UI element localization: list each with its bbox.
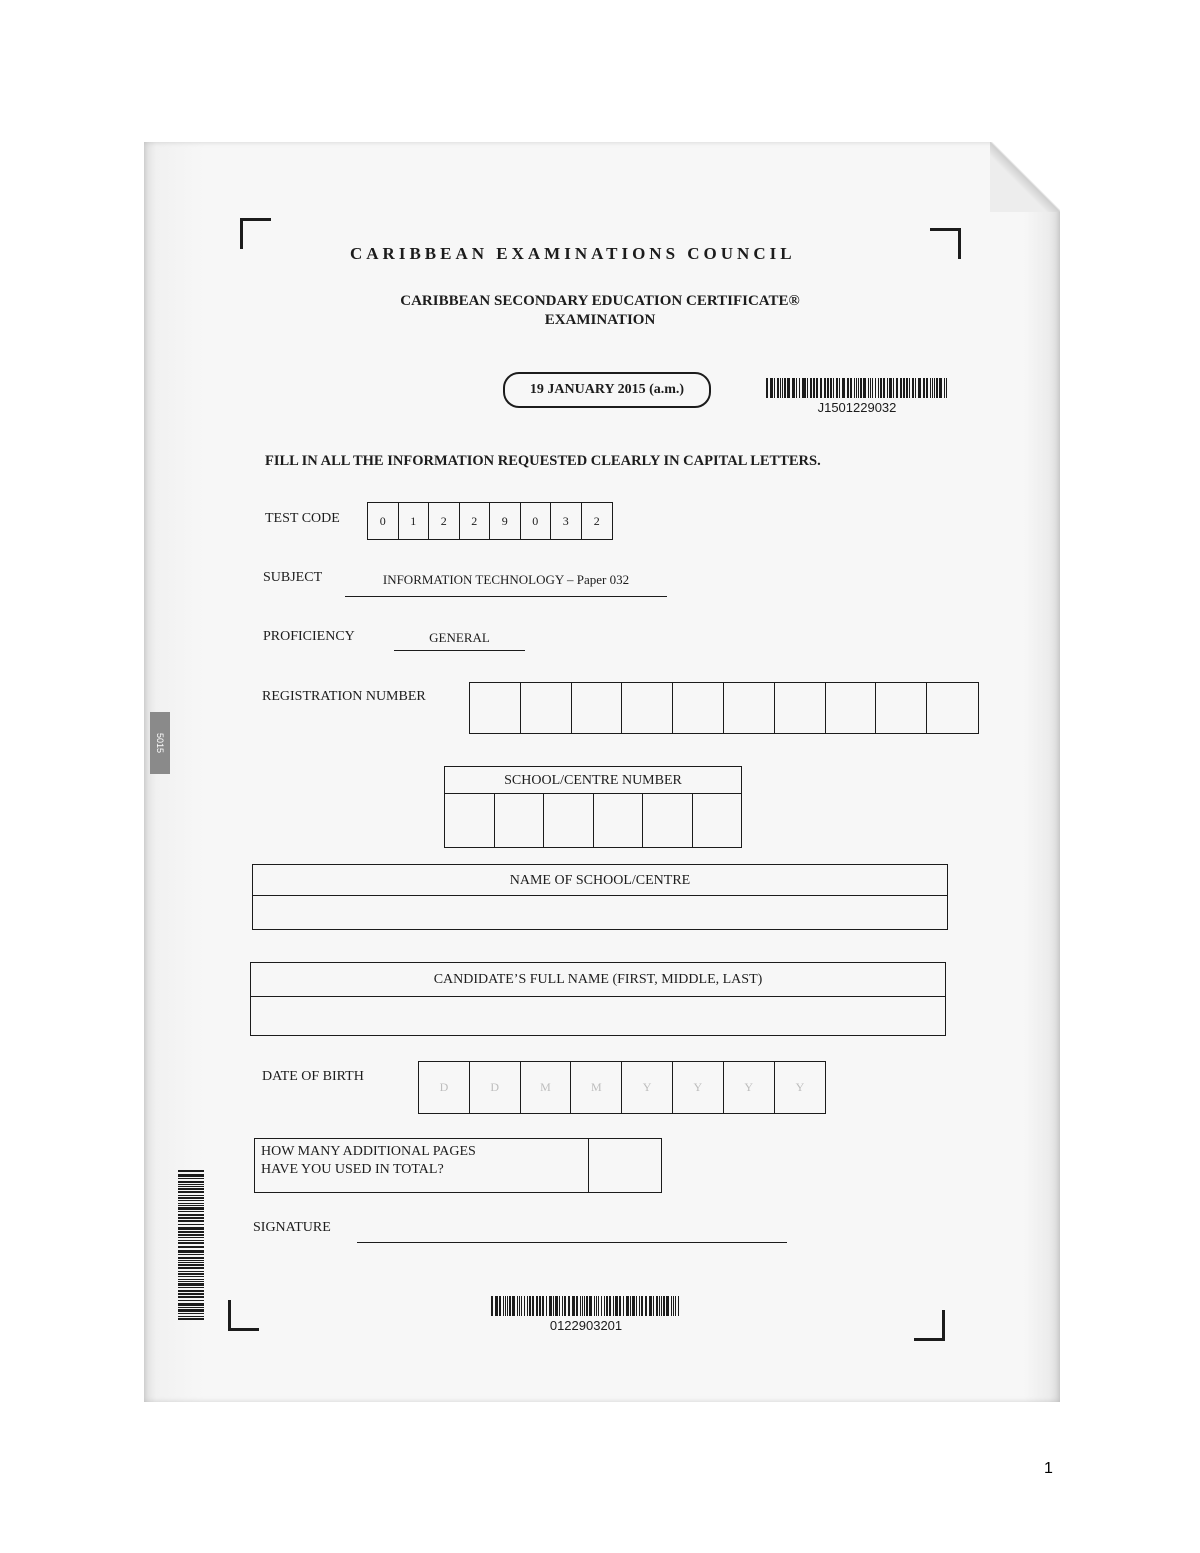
barcode-bar — [626, 1296, 628, 1316]
barcode-bar — [636, 1296, 637, 1316]
barcode-bar — [178, 1254, 204, 1256]
barcode-bar — [787, 378, 789, 398]
barcode-bar — [836, 378, 838, 398]
barcode-bar — [178, 1267, 204, 1269]
barcode-bar — [178, 1307, 204, 1309]
barcode-bar — [178, 1191, 204, 1193]
barcode-bar — [503, 1296, 505, 1316]
barcode-bar — [887, 378, 889, 398]
barcode-bar — [572, 1296, 574, 1316]
barcode-bar — [930, 378, 932, 398]
barcode-bar — [499, 1296, 501, 1316]
barcode-bar — [671, 1296, 672, 1316]
barcode-bar — [505, 1296, 506, 1316]
barcode-bar — [509, 1296, 511, 1316]
barcode-bar — [178, 1231, 204, 1233]
barcode-bar — [178, 1203, 204, 1204]
barcode-bar — [944, 378, 945, 398]
barcode-bar — [906, 378, 908, 398]
registration-cell[interactable] — [521, 683, 572, 733]
date-of-birth-cell[interactable]: D — [470, 1062, 521, 1113]
barcode-bar — [630, 1296, 632, 1316]
barcode-bar — [553, 1296, 555, 1316]
barcode-bar — [512, 1296, 514, 1316]
date-of-birth-cell[interactable]: Y — [724, 1062, 775, 1113]
barcode-bar — [903, 378, 905, 398]
barcode-bar — [178, 1287, 204, 1289]
barcode-bar — [178, 1264, 204, 1266]
barcode-bar — [178, 1211, 204, 1213]
barcode-bar — [178, 1214, 204, 1216]
barcode-bar — [912, 378, 914, 398]
barcode-bar — [619, 1296, 621, 1316]
barcode-bar — [517, 1296, 518, 1316]
additional-pages-input[interactable] — [589, 1139, 661, 1192]
additional-pages-question — [255, 1139, 589, 1192]
barcode-bar — [546, 1296, 548, 1316]
barcode-bar — [615, 1296, 617, 1316]
folded-corner — [990, 142, 1060, 212]
barcode-bar — [666, 1296, 668, 1316]
barcode-bar — [601, 1296, 602, 1316]
barcode-bar — [178, 1279, 204, 1280]
barcode-bar — [856, 378, 857, 398]
barcode-bar — [542, 1296, 544, 1316]
barcode-bar — [813, 378, 815, 398]
barcode-bar — [555, 1296, 557, 1316]
barcode-bar — [582, 1296, 583, 1316]
barcode-bar — [880, 378, 882, 398]
barcode-bar — [803, 378, 805, 398]
barcode-bar — [939, 378, 941, 398]
date-of-birth-grid — [418, 1061, 826, 1114]
barcode-bar — [178, 1242, 204, 1244]
school-centre-number-cell[interactable] — [643, 794, 693, 848]
barcode-bar — [178, 1250, 204, 1252]
barcode-bar — [178, 1184, 204, 1185]
registration-cell[interactable] — [572, 683, 623, 733]
barcode-bar — [645, 1296, 647, 1316]
registration-cell[interactable] — [724, 683, 775, 733]
barcode-bar — [178, 1217, 204, 1219]
barcode-bar — [766, 378, 768, 398]
test-code-cell[interactable]: 2 — [593, 513, 600, 528]
barcode-bar — [653, 1296, 655, 1316]
barcode-bar — [609, 1296, 611, 1316]
registration-mark-top-right — [930, 228, 961, 259]
barcode-bar — [889, 378, 891, 398]
registration-cell[interactable] — [876, 683, 927, 733]
council-title: CARIBBEAN EXAMINATIONS COUNCIL — [350, 244, 796, 263]
barcode-bar — [932, 378, 933, 398]
barcode-bar — [900, 378, 902, 398]
barcode-bar — [521, 1296, 522, 1316]
barcode-bar — [178, 1296, 204, 1298]
barcode-bar — [926, 378, 928, 398]
barcode-bar — [178, 1207, 204, 1209]
barcode-bar — [584, 1296, 585, 1316]
barcode-bar — [178, 1227, 204, 1229]
barcode-bar — [178, 1290, 204, 1292]
school-name-box — [252, 864, 948, 930]
side-tab-text: 5015 — [155, 732, 165, 754]
registration-number-grid — [469, 682, 979, 734]
barcode-bar — [802, 378, 803, 398]
barcode-bar — [178, 1260, 204, 1261]
barcode-bar — [178, 1224, 204, 1226]
barcode-bar — [178, 1313, 204, 1314]
barcode-bottom-bars — [491, 1296, 681, 1316]
test-code-cell[interactable]: 2 — [429, 503, 460, 539]
barcode-bar — [659, 1296, 660, 1316]
barcode-bar — [580, 1296, 582, 1316]
barcode-bar — [536, 1296, 538, 1316]
registration-cell[interactable] — [775, 683, 826, 733]
barcode-bar — [839, 378, 841, 398]
barcode-bar — [178, 1283, 204, 1285]
signature-label: SIGNATURE — [253, 1220, 331, 1235]
barcode-bar — [827, 378, 829, 398]
barcode-bar — [793, 378, 795, 398]
barcode-bar — [860, 378, 862, 398]
registration-cell[interactable] — [927, 683, 978, 733]
barcode-bar — [568, 1296, 570, 1316]
subject-field[interactable]: INFORMATION TECHNOLOGY – Paper 032 — [345, 572, 667, 597]
additional-pages-line-1: HOW MANY ADDITIONAL PAGES — [261, 1144, 476, 1159]
test-code-cell[interactable]: 1 — [399, 503, 430, 539]
barcode-bar — [796, 378, 797, 398]
barcode-bar — [893, 378, 895, 398]
barcode-bar — [178, 1220, 204, 1222]
barcode-bar — [589, 1296, 591, 1316]
additional-pages-box — [254, 1138, 662, 1193]
certificate-line-1: CARIBBEAN SECONDARY EDUCATION CERTIFICATE® — [400, 293, 800, 309]
barcode-bar — [923, 378, 925, 398]
barcode-bar — [799, 378, 800, 398]
date-of-birth-cell[interactable]: Y — [673, 1062, 724, 1113]
barcode-bar — [792, 378, 793, 398]
barcode-bar — [934, 378, 935, 398]
candidate-name-input[interactable] — [251, 997, 945, 1035]
barcode-bar — [596, 1296, 598, 1316]
barcode-bar — [777, 378, 779, 398]
barcode-bottom-number: 0122903201 — [549, 1318, 623, 1333]
barcode-bar — [549, 1296, 551, 1316]
barcode-bar — [878, 378, 879, 398]
school-centre-number-cell[interactable] — [445, 794, 495, 848]
barcode-bar — [870, 378, 872, 398]
date-of-birth-cell[interactable]: D — [419, 1062, 470, 1113]
test-code-label: TEST CODE — [265, 511, 340, 526]
signature-line[interactable] — [357, 1242, 787, 1243]
proficiency-label: PROFICIENCY — [263, 629, 355, 644]
barcode-bar — [613, 1296, 615, 1316]
barcode-bar — [178, 1293, 204, 1295]
proficiency-field[interactable]: GENERAL — [394, 630, 525, 651]
barcode-bar — [639, 1296, 641, 1316]
test-code-cell[interactable]: 3 — [551, 503, 582, 539]
date-of-birth-cell[interactable]: M — [521, 1062, 572, 1113]
barcode-bar — [774, 378, 776, 398]
barcode-bar — [623, 1296, 625, 1316]
barcode-bar — [529, 1296, 531, 1316]
date-of-birth-cell[interactable]: Y — [622, 1062, 673, 1113]
barcode-bar — [807, 378, 809, 398]
school-name-input[interactable] — [253, 896, 947, 928]
barcode-bar — [824, 378, 826, 398]
barcode-bar — [524, 1296, 525, 1316]
barcode-bar — [178, 1174, 204, 1176]
barcode-bar — [850, 378, 852, 398]
registration-mark-top-left — [240, 218, 271, 249]
barcode-bar — [675, 1296, 676, 1316]
barcode-bar — [178, 1240, 204, 1242]
candidate-name-box — [250, 962, 946, 1036]
barcode-bar — [858, 378, 859, 398]
date-of-birth-cell[interactable]: M — [571, 1062, 622, 1113]
barcode-bar — [830, 378, 832, 398]
barcode-bar — [594, 1296, 595, 1316]
side-tab — [150, 712, 170, 774]
barcode-bar — [606, 1296, 608, 1316]
barcode-bar — [780, 378, 781, 398]
barcode-bar — [936, 378, 938, 398]
barcode-bar — [604, 1296, 605, 1316]
barcode-bar — [847, 378, 849, 398]
barcode-bar — [576, 1296, 578, 1316]
school-name-label: NAME OF SCHOOL/CENTRE — [253, 865, 947, 896]
barcode-bar — [178, 1309, 204, 1311]
barcode-bar — [872, 378, 873, 398]
barcode-bar — [178, 1188, 204, 1190]
barcode-bar — [915, 378, 917, 398]
test-code-cell[interactable]: 0 — [368, 503, 399, 539]
subject-label: SUBJECT — [263, 570, 323, 585]
barcode-bar — [896, 378, 898, 398]
barcode-bar — [178, 1281, 204, 1282]
barcode-bar — [598, 1296, 599, 1316]
barcode-bar — [178, 1200, 204, 1201]
registration-cell[interactable] — [470, 683, 521, 733]
registration-label: REGISTRATION NUMBER — [262, 689, 426, 704]
barcode-bar — [562, 1296, 564, 1316]
registration-cell[interactable] — [622, 683, 673, 733]
barcode-bar — [178, 1246, 204, 1248]
barcode-bar — [632, 1296, 634, 1316]
barcode-bar — [816, 378, 818, 398]
barcode-top-number: J1501229032 — [817, 400, 897, 415]
test-code-cell[interactable]: 0 — [521, 503, 552, 539]
candidate-name-label: CANDIDATE’S FULL NAME (FIRST, MIDDLE, LAST) — [251, 963, 945, 997]
barcode-bar — [178, 1273, 204, 1275]
barcode-bar — [678, 1296, 679, 1316]
barcode-bar — [649, 1296, 651, 1316]
barcode-bar — [770, 378, 772, 398]
barcode-bar — [495, 1296, 497, 1316]
barcode-bar — [178, 1186, 204, 1187]
school-centre-number-cell[interactable] — [495, 794, 545, 848]
barcode-bar — [842, 378, 844, 398]
barcode-bar — [883, 378, 885, 398]
certificate-line-2: EXAMINATION — [544, 312, 656, 328]
barcode-bar — [178, 1276, 204, 1277]
barcode-bar — [527, 1296, 528, 1316]
page-number: 1 — [1044, 1460, 1053, 1477]
barcode-bar — [178, 1170, 204, 1172]
barcode-bar — [863, 378, 865, 398]
school-centre-number-cell[interactable] — [693, 794, 742, 848]
school-centre-number-label: SCHOOL/CENTRE NUMBER — [445, 767, 741, 794]
barcode-bar — [507, 1296, 508, 1316]
barcode-bar — [782, 378, 783, 398]
registration-mark-bottom-right — [914, 1310, 945, 1341]
school-centre-number-cells — [445, 794, 741, 848]
barcode-top — [766, 378, 948, 415]
barcode-bar — [178, 1205, 204, 1206]
additional-pages-line-2: HAVE YOU USED IN TOTAL? — [261, 1162, 444, 1177]
barcode-bar — [641, 1296, 643, 1316]
date-of-birth-cell[interactable]: Y — [795, 1080, 805, 1094]
barcode-bar — [833, 378, 834, 398]
barcode-bar — [178, 1318, 204, 1320]
barcode-bar — [519, 1296, 521, 1316]
barcode-bar — [178, 1262, 204, 1263]
school-centre-number-box — [444, 766, 742, 848]
school-centre-number-cell[interactable] — [594, 794, 644, 848]
barcode-top-bars — [766, 378, 948, 398]
barcode-bar — [178, 1197, 204, 1199]
test-code-cell[interactable]: 2 — [460, 503, 491, 539]
barcode-bar — [946, 378, 948, 398]
barcode-bar — [178, 1316, 204, 1318]
barcode-bar — [918, 378, 920, 398]
barcode-bar — [559, 1296, 560, 1316]
instruction-text: FILL IN ALL THE INFORMATION REQUESTED CLEARLY IN CAPITAL LETTERS. — [265, 453, 821, 469]
barcode-bar — [532, 1296, 534, 1316]
barcode-bar — [810, 378, 812, 398]
school-centre-number-cell[interactable] — [544, 794, 594, 848]
barcode-bar — [820, 378, 822, 398]
registration-cell[interactable] — [826, 683, 877, 733]
certificate-title — [340, 292, 860, 330]
barcode-bar — [673, 1296, 675, 1316]
barcode-bar — [178, 1237, 204, 1238]
barcode-bar — [178, 1300, 204, 1302]
barcode-bar — [178, 1303, 204, 1305]
test-code-cell[interactable]: 9 — [490, 503, 521, 539]
barcode-bar — [178, 1195, 204, 1196]
barcode-bar — [178, 1234, 204, 1236]
barcode-bottom — [491, 1296, 681, 1333]
barcode-bar — [661, 1296, 662, 1316]
barcode-bar — [586, 1296, 588, 1316]
exam-date-badge: 19 JANUARY 2015 (a.m.) — [503, 372, 711, 408]
barcode-bar — [539, 1296, 541, 1316]
barcode-bar — [784, 378, 786, 398]
barcode-bar — [564, 1296, 566, 1316]
barcode-bar — [178, 1178, 204, 1180]
barcode-side — [178, 1170, 204, 1322]
barcode-bar — [663, 1296, 665, 1316]
registration-mark-bottom-left — [228, 1300, 259, 1331]
barcode-bar — [656, 1296, 658, 1316]
barcode-bar — [178, 1271, 204, 1272]
barcode-side-bars — [178, 1170, 204, 1322]
barcode-bar — [909, 378, 910, 398]
barcode-bar — [491, 1296, 493, 1316]
test-code-grid — [367, 502, 613, 540]
registration-cell[interactable] — [673, 683, 724, 733]
barcode-bar — [178, 1257, 204, 1259]
barcode-bar — [875, 378, 876, 398]
barcode-bar — [854, 378, 856, 398]
barcode-bar — [868, 378, 869, 398]
date-of-birth-label: DATE OF BIRTH — [262, 1069, 364, 1084]
barcode-bar — [178, 1181, 204, 1183]
